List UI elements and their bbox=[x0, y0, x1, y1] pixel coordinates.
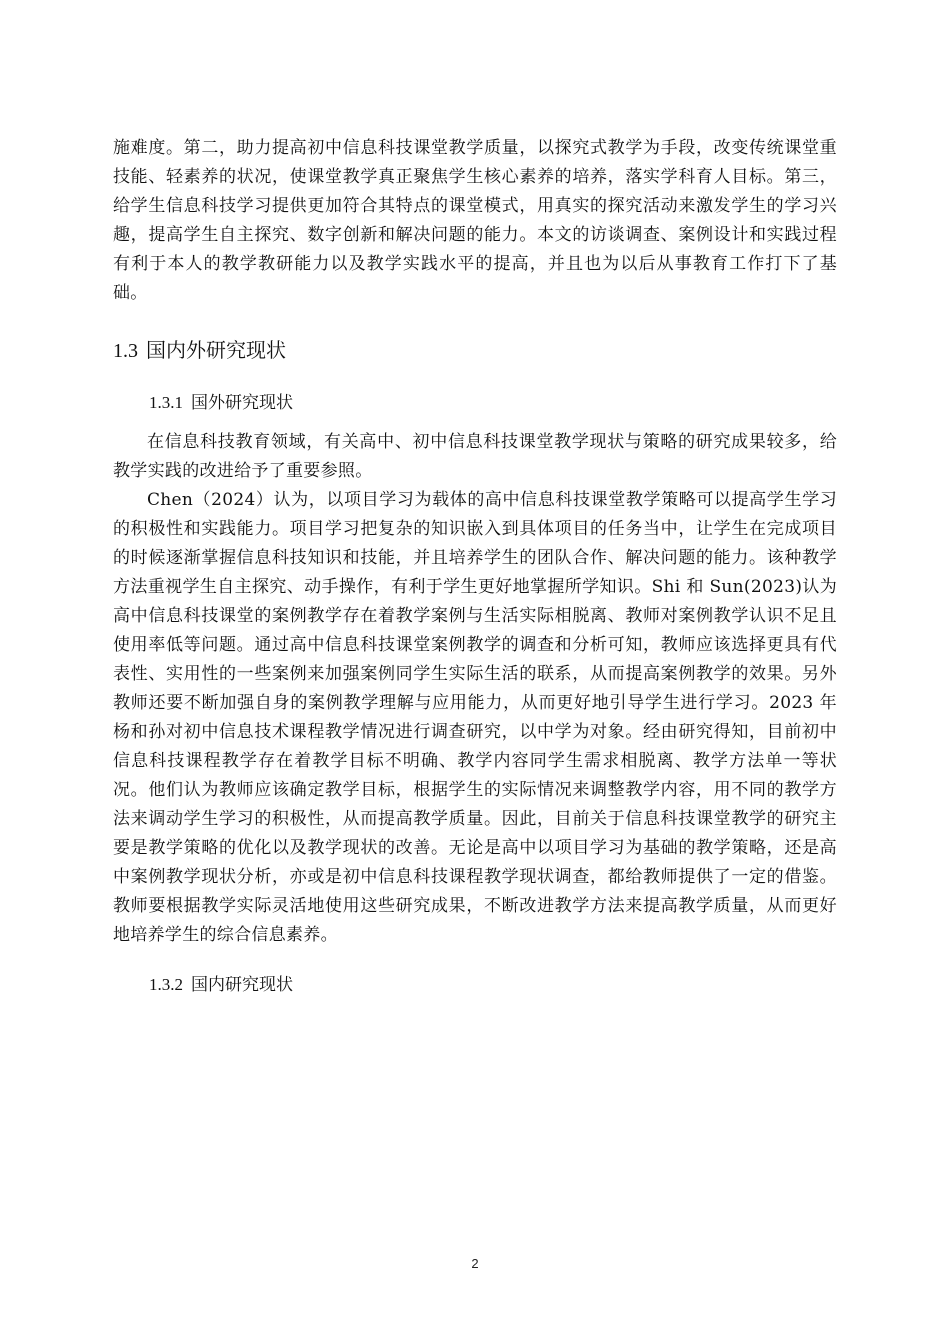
subsection-heading-1-3-2 bbox=[149, 970, 837, 1000]
subsection-title: 国内研究现状 bbox=[191, 975, 293, 995]
page-number: 2 bbox=[471, 1256, 479, 1271]
section-number: 1.3 bbox=[113, 340, 138, 362]
section-title: 国内外研究现状 bbox=[146, 338, 286, 362]
page-content bbox=[113, 134, 837, 1000]
paragraph-intro-continuation: 施难度。第二，助力提高初中信息科技课堂教学质量，以探究式教学为手段，改变传统课堂重技能、轻素养的状况，使课堂教学真正聚焦学生核心素养的培养，落实学科育人目标。第三，给学生信息科技学习提供更加符合其特点的课堂模式，用真实的探究活动来激发学生的学习兴趣，提高学生自主探究、数字创新和解决问题的能力。本文的访谈调查、案例设计和实践过程有利于本人的教学教研能力以及教学实践水平的提高，并且也为以后从事教育工作打下了基础。 bbox=[113, 138, 837, 303]
subsection-number: 1.3.2 bbox=[149, 975, 183, 994]
subsection-title: 国外研究现状 bbox=[191, 393, 293, 413]
paragraph-foreign-body: Chen（2024）认为，以项目学习为载体的高中信息科技课堂教学策略可以提高学生学习的积极性和实践能力。项目学习把复杂的知识嵌入到具体项目的任务当中，让学生在完成项目的时候逐渐掌握信息科技知识和技能，并且培养学生的团队合作、解决问题的能力。该种教学方法重视学生自主探究、动手操作，有利于学生更好地掌握所学知识。Shi 和 Sun(2023)认为高中信息科技课堂的案例教学存在着教学案例与生活实际相脱离、教师对案例教学认识不足且使用率低等问题。通过高中信息科技课堂案例教学的调查和分析可知，教师应该选择更具有代表性、实用性的一些案例来加强案例同学生实际生活的联系，从而提高案例教学的效果。另外教师还要不断加强自身的案例教学理解与应用能力，从而更好地引导学生进行学习。2023 年杨和孙对初中信息技术课程教学情况进行调查研究，以中学为对象。经由研究得知，目前初中信息科技课程教学存在着教学目标不明确、教学内容同学生需求相脱离、教学方法单一等状况。他们认为教师应该确定教学目标，根据学生的实际情况来调整教学内容，用不同的教学方法来调动学生学习的积极性，从而提高教学质量。因此，目前关于信息科技课堂教学的研究主要是教学策略的优化以及教学现状的改善。无论是高中以项目学习为基础的教学策略，还是高中案例教学现状分析，亦或是初中信息科技课程教学现状调查，都给教师提供了一定的借鉴。教师要根据教学实际灵活地使用这些研究成果，不断改进教学方法来提高教学质量，从而更好地培养学生的综合信息素养。 bbox=[113, 490, 837, 945]
subsection-heading-1-3-1 bbox=[149, 388, 837, 418]
subsection-number: 1.3.1 bbox=[149, 393, 183, 412]
paragraph-foreign-intro: 在信息科技教育领域，有关高中、初中信息科技课堂教学现状与策略的研究成果较多，给教学实践的改进给予了重要参照。 bbox=[113, 432, 837, 481]
section-heading-1-3 bbox=[113, 333, 837, 368]
